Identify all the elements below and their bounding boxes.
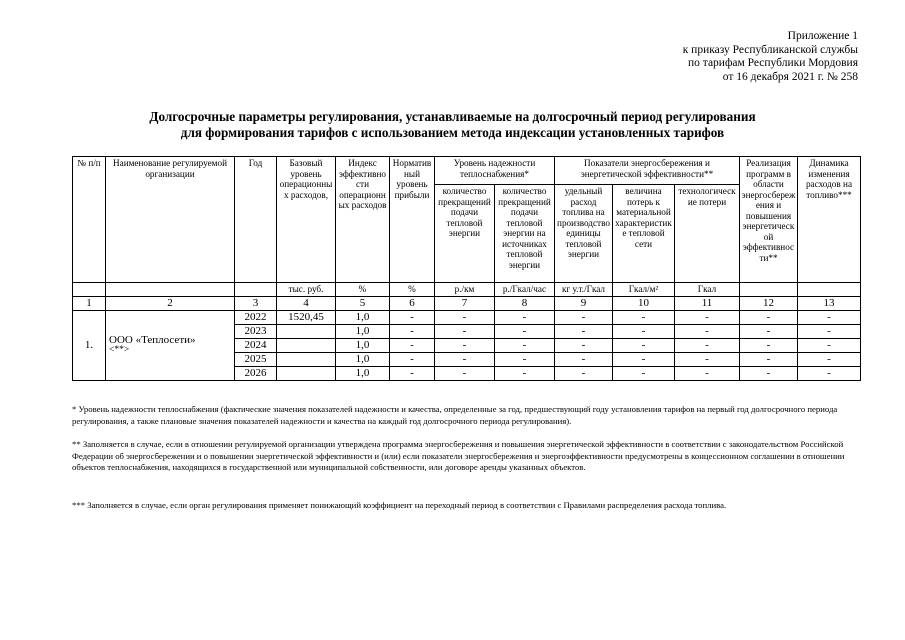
- units-empty: [106, 283, 235, 297]
- title-line-1: Долгосрочные параметры регулирования, устанавливаемые на долгосрочный период регулирования: [149, 109, 756, 124]
- title-line-2: для формирования тарифов с использованием метода индексации установленных тарифов: [180, 125, 725, 140]
- value-cell: -: [435, 324, 495, 338]
- base-cell: [277, 352, 336, 366]
- column-number: 13: [798, 296, 861, 310]
- column-number: 1: [73, 296, 106, 310]
- base-cell: 1520,45: [277, 310, 336, 324]
- header-base-costs: Базовый уровень операционных расходов,: [277, 157, 336, 283]
- column-number: 11: [675, 296, 740, 310]
- year-cell: 2024: [235, 338, 277, 352]
- unit-cell: Гкал: [675, 283, 740, 297]
- header-profit-norm: Норматив ный уровень прибыли: [390, 157, 435, 283]
- org-number: 1.: [73, 310, 106, 380]
- column-number: 8: [495, 296, 555, 310]
- value-cell: -: [555, 352, 613, 366]
- year-cell: 2026: [235, 366, 277, 380]
- org-name-cell: [106, 310, 235, 380]
- index-cell: 1,0: [336, 366, 390, 380]
- unit-cell: р./км: [435, 283, 495, 297]
- value-cell: -: [390, 324, 435, 338]
- base-cell: [277, 366, 336, 380]
- value-cell: -: [495, 338, 555, 352]
- value-cell: -: [798, 310, 861, 324]
- value-cell: -: [613, 310, 675, 324]
- value-cell: -: [495, 324, 555, 338]
- unit-cell: кг у.т./Гкал: [555, 283, 613, 297]
- column-number: 4: [277, 296, 336, 310]
- index-cell: 1,0: [336, 352, 390, 366]
- value-cell: -: [613, 352, 675, 366]
- column-number: 5: [336, 296, 390, 310]
- unit-cell: Гкал/м²: [613, 283, 675, 297]
- unit-cell: %: [336, 283, 390, 297]
- date-line: от 16 декабря 2021 г. № 258: [722, 70, 858, 83]
- index-cell: 1,0: [336, 310, 390, 324]
- value-cell: -: [613, 366, 675, 380]
- value-cell: -: [798, 366, 861, 380]
- value-cell: -: [435, 338, 495, 352]
- value-cell: -: [555, 324, 613, 338]
- header-num: № п/п: [73, 157, 106, 283]
- value-cell: -: [555, 338, 613, 352]
- header-source-interruptions: количество прекращений подачи тепловой энергии на источниках тепловой энергии: [495, 185, 555, 283]
- value-cell: -: [740, 324, 798, 338]
- base-cell: [277, 324, 336, 338]
- value-cell: -: [495, 352, 555, 366]
- value-cell: -: [740, 352, 798, 366]
- units-empty: [235, 283, 277, 297]
- value-cell: -: [740, 338, 798, 352]
- footnote-energy-saving: ** Заполняется в случае, если в отношении регулируемой организации утверждена программа энергосбережения и повышения энергетической эффективности в соответствии с законодательством Российской Федерации об энергосбережении и о повышении энергетической эффективности и (или) если показатели энергосбережения и энергоэффективности предусмотрены в концессионном соглашении в отношении объектов теплоснабжения, находящихся в государственной или муниципальной собственности, или договоре аренды указанных объектов.: [72, 439, 845, 472]
- header-tech-losses: технологические потери: [675, 185, 740, 283]
- order-line: к приказу Республиканской службы: [682, 43, 858, 56]
- value-cell: -: [675, 366, 740, 380]
- units-empty: [740, 283, 798, 297]
- value-cell: -: [675, 324, 740, 338]
- value-cell: -: [798, 352, 861, 366]
- column-number: 2: [106, 296, 235, 310]
- footnote-fuel: *** Заполняется в случае, если орган регулирования применяет понижающий коэффициент на переходный период в соответствии с Правилами распределения расхода топлива.: [72, 500, 727, 510]
- value-cell: -: [555, 310, 613, 324]
- service-line: по тарифам Республики Мордовия: [688, 57, 858, 69]
- header-fuel-dynamics: Динамика изменения расходов на топливо***: [798, 157, 861, 283]
- value-cell: -: [495, 310, 555, 324]
- value-cell: -: [613, 324, 675, 338]
- parameters-table: [72, 156, 861, 381]
- value-cell: -: [740, 310, 798, 324]
- header-efficiency-index: Индекс эффективности операционных расходов: [336, 157, 390, 283]
- column-number: 9: [555, 296, 613, 310]
- header-losses: величина потерь к материальной характеристике тепловой сети: [613, 185, 675, 283]
- header-year: Год: [235, 157, 277, 283]
- column-number: 6: [390, 296, 435, 310]
- header-interruptions: количество прекращений подачи тепловой энергии: [435, 185, 495, 283]
- value-cell: -: [675, 338, 740, 352]
- year-cell: 2023: [235, 324, 277, 338]
- value-cell: -: [495, 366, 555, 380]
- value-cell: -: [390, 366, 435, 380]
- units-empty: [798, 283, 861, 297]
- value-cell: -: [435, 310, 495, 324]
- column-number: 3: [235, 296, 277, 310]
- header-programs: Реализация программ в области энергосбережения и повышения энергетической эффективности**: [740, 157, 798, 283]
- header-reliability: Уровень надежности теплоснабжения*: [435, 157, 555, 185]
- value-cell: -: [798, 338, 861, 352]
- footnote-reliability: * Уровень надежности теплоснабжения (фактические значения показателей надежности и качества, определенные за год, предшествующий году установления тарифов на первый год долгосрочного периода регулирования, а также плановые значения показателей надежности и качества на каждый год долгосрочного периода регулирования).: [72, 404, 838, 426]
- appendix-header: [683, 30, 858, 84]
- value-cell: -: [390, 310, 435, 324]
- value-cell: -: [675, 310, 740, 324]
- value-cell: -: [740, 366, 798, 380]
- units-empty: [73, 283, 106, 297]
- value-cell: -: [435, 352, 495, 366]
- header-fuel-rate: удельный расход топлива на производство единицы тепловой энергии: [555, 185, 613, 283]
- unit-cell: тыс. руб.: [277, 283, 336, 297]
- year-cell: 2022: [235, 310, 277, 324]
- table-row: [73, 310, 861, 324]
- index-cell: 1,0: [336, 324, 390, 338]
- document-title: [0, 109, 905, 141]
- value-cell: -: [798, 324, 861, 338]
- unit-cell: %: [390, 283, 435, 297]
- value-cell: -: [390, 338, 435, 352]
- column-number: 12: [740, 296, 798, 310]
- year-cell: 2025: [235, 352, 277, 366]
- column-number: 7: [435, 296, 495, 310]
- header-energy-saving: Показатели энергосбережения и энергетической эффективности**: [555, 157, 740, 185]
- column-number: 10: [613, 296, 675, 310]
- header-org-name: Наименование регулируемой организации: [106, 157, 235, 283]
- unit-cell: р./Гкал/час: [495, 283, 555, 297]
- index-cell: 1,0: [336, 338, 390, 352]
- value-cell: -: [435, 366, 495, 380]
- value-cell: -: [555, 366, 613, 380]
- appendix-line: Приложение 1: [787, 30, 858, 42]
- value-cell: -: [613, 338, 675, 352]
- value-cell: -: [675, 352, 740, 366]
- value-cell: -: [390, 352, 435, 366]
- base-cell: [277, 338, 336, 352]
- org-note: <**>: [109, 345, 130, 355]
- org-name: ООО «Теплосети»: [109, 333, 196, 346]
